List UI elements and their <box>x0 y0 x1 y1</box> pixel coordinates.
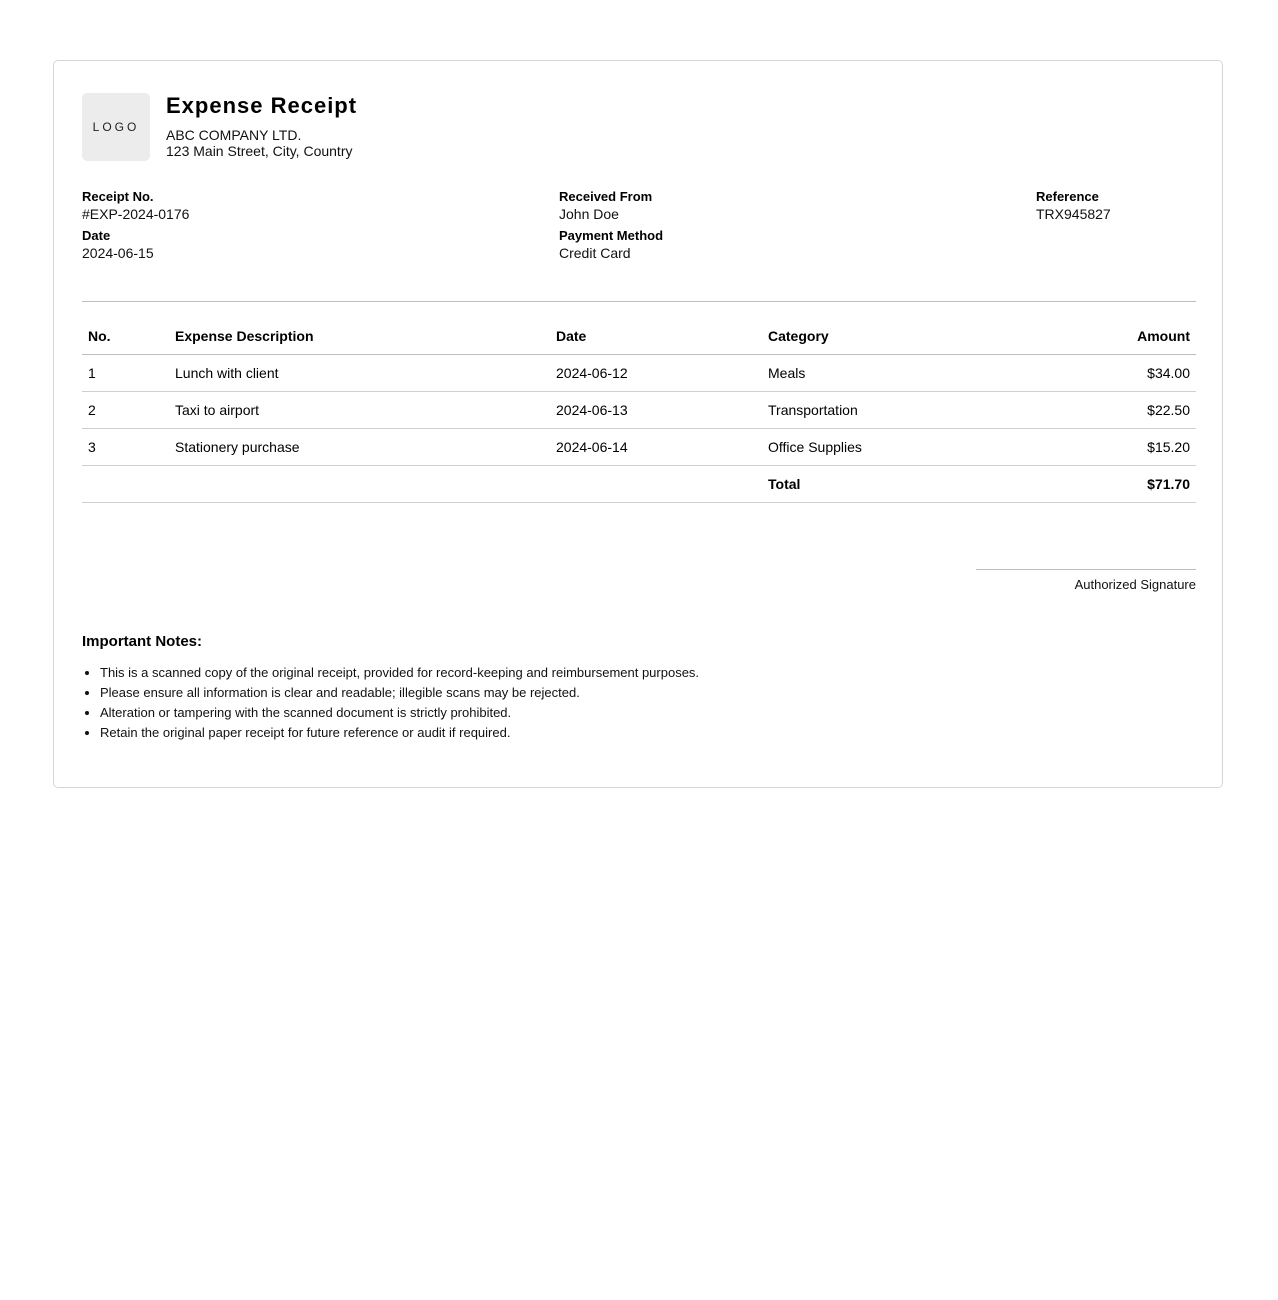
note-item: • Alteration or tampering with the scanned document is strictly prohibited. <box>100 703 1182 723</box>
cell-no: 1 <box>82 355 169 392</box>
company-name: ABC COMPANY LTD. <box>166 127 302 143</box>
meta-column-3 <box>1036 189 1111 228</box>
cell-category: Meals <box>762 355 974 392</box>
note-item: • Retain the original paper receipt for future reference or audit if required. <box>100 723 1182 743</box>
section-divider <box>82 301 1196 302</box>
column-header-category: Category <box>762 318 974 355</box>
empty-cell <box>550 466 762 503</box>
column-header-no: No. <box>82 318 169 355</box>
cell-description: Stationery purchase <box>169 429 550 466</box>
cell-no: 3 <box>82 429 169 466</box>
cell-category: Transportation <box>762 392 974 429</box>
cell-description: Taxi to airport <box>169 392 550 429</box>
company-logo <box>82 93 150 161</box>
column-header-amount: Amount <box>974 318 1196 355</box>
total-row <box>82 466 1196 503</box>
total-amount: $71.70 <box>974 466 1196 503</box>
received-from-label: Received From <box>559 189 653 204</box>
note-item: • Please ensure all information is clear and readable; illegible scans may be rejected. <box>100 683 1182 703</box>
cell-date: 2024-06-14 <box>550 429 762 466</box>
receipt-header <box>82 93 357 161</box>
cell-date: 2024-06-13 <box>550 392 762 429</box>
receipt-no-label: Receipt No. <box>82 189 154 204</box>
table-row <box>82 429 1196 466</box>
page-title: Expense Receipt <box>166 93 358 118</box>
cell-amount: $34.00 <box>974 355 1196 392</box>
meta-column-2 <box>559 189 663 267</box>
cell-date: 2024-06-12 <box>550 355 762 392</box>
empty-cell <box>82 466 169 503</box>
table-header-row <box>82 318 1196 355</box>
payment-method-label: Payment Method <box>559 228 664 243</box>
date-label: Date <box>82 228 111 243</box>
meta-column-1 <box>82 189 189 267</box>
notes-list <box>82 663 1182 743</box>
cell-description: Lunch with client <box>169 355 550 392</box>
reference-label: Reference <box>1036 189 1099 204</box>
important-notes <box>82 633 1182 743</box>
column-header-description: Expense Description <box>169 318 550 355</box>
title-block <box>166 93 357 159</box>
cell-no: 2 <box>82 392 169 429</box>
authorized-signature: Authorized Signature <box>976 569 1196 592</box>
logo-text: LOGO <box>92 120 140 134</box>
cell-category: Office Supplies <box>762 429 974 466</box>
table-row <box>82 355 1196 392</box>
date-value: 2024-06-15 <box>82 245 154 261</box>
received-from-value: John Doe <box>559 206 619 222</box>
cell-amount: $22.50 <box>974 392 1196 429</box>
column-header-date: Date <box>550 318 762 355</box>
note-item: • This is a scanned copy of the original receipt, provided for record-keeping and reimbursement purposes. <box>100 663 1182 683</box>
notes-title: Important Notes: <box>82 633 202 650</box>
payment-method-value: Credit Card <box>559 245 631 261</box>
receipt-card <box>53 60 1223 788</box>
empty-cell <box>169 466 550 503</box>
cell-amount: $15.20 <box>974 429 1196 466</box>
table-row <box>82 392 1196 429</box>
total-label: Total <box>762 466 974 503</box>
reference-value: TRX945827 <box>1036 206 1111 222</box>
receipt-no-value: #EXP-2024-0176 <box>82 206 190 222</box>
expense-table <box>82 318 1196 503</box>
company-address: 123 Main Street, City, Country <box>166 143 353 159</box>
